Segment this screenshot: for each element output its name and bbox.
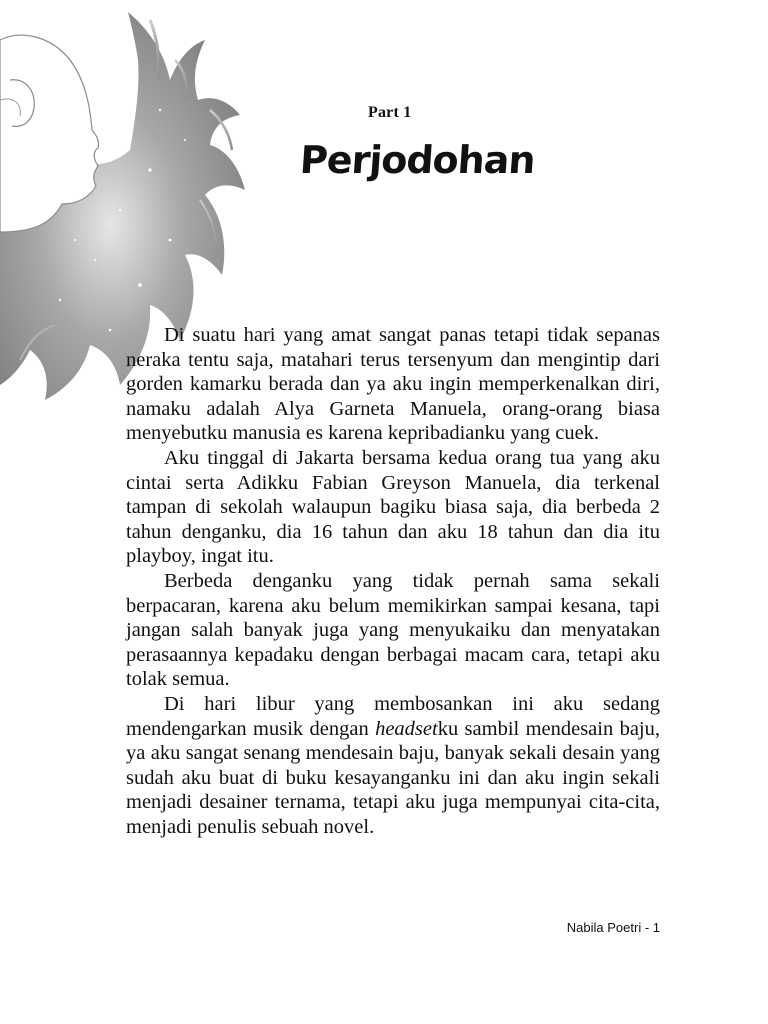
body-text <box>126 323 660 839</box>
paragraph-3 <box>126 569 660 692</box>
chapter-title: Perjodohan <box>298 138 537 182</box>
page-number-footer: Nabila Poetri - 1 <box>566 920 660 935</box>
paragraph-2 <box>126 446 660 569</box>
paragraph-1 <box>126 323 660 446</box>
paragraph-2-text: Aku tinggal di Jakarta bersama kedua orang tua yang aku cintai serta Adikku Fabian Greyson Manuela, dia terkenal tampan di sekolah walaupun bagiku biasa saja, dia berbeda 2 tahun denganku, dia 16 tahun dan aku 18 tahun dan dia itu playboy, ingat itu. <box>126 446 660 568</box>
paragraph-3-text: Berbeda denganku yang tidak pernah sama sekali berpacaran, karena aku belum memikirkan sampai kesana, tapi jangan salah banyak juga yang menyukaiku dan menyatakan perasaannya kepadaku dengan berbagai macam cara, tetapi aku tolak semua. <box>126 569 660 691</box>
paragraph-1-text: Di suatu hari yang amat sangat panas tetapi tidak sepanas neraka tentu saja, matahari terus tersenyum dan mengintip dari gorden kamarku berada dan ya aku ingin memperkenalkan diri, namaku adalah Alya Garneta Manuela, orang-orang biasa menyebutku manusia es karena kepribadianku yang cuek. <box>126 324 660 445</box>
paragraph-4-text-before: Di hari libur yang membosankan ini aku sedang mendengarkan musik dengan <box>126 692 660 740</box>
paragraph-4-emphasis: headset <box>375 717 438 740</box>
part-label: Part 1 <box>368 104 412 121</box>
paragraph-4 <box>126 692 660 840</box>
paragraph-4-text-after: ku sambil mendesain baju, ya aku sangat senang mendesain baju, banyak sekali desain yang sudah aku buat di buku kesayanganku ini dan aku ingin sekali menjadi desainer ternama, tetapi aku juga mempunyai cita-cita, menjadi penulis sebuah novel. <box>126 717 661 838</box>
